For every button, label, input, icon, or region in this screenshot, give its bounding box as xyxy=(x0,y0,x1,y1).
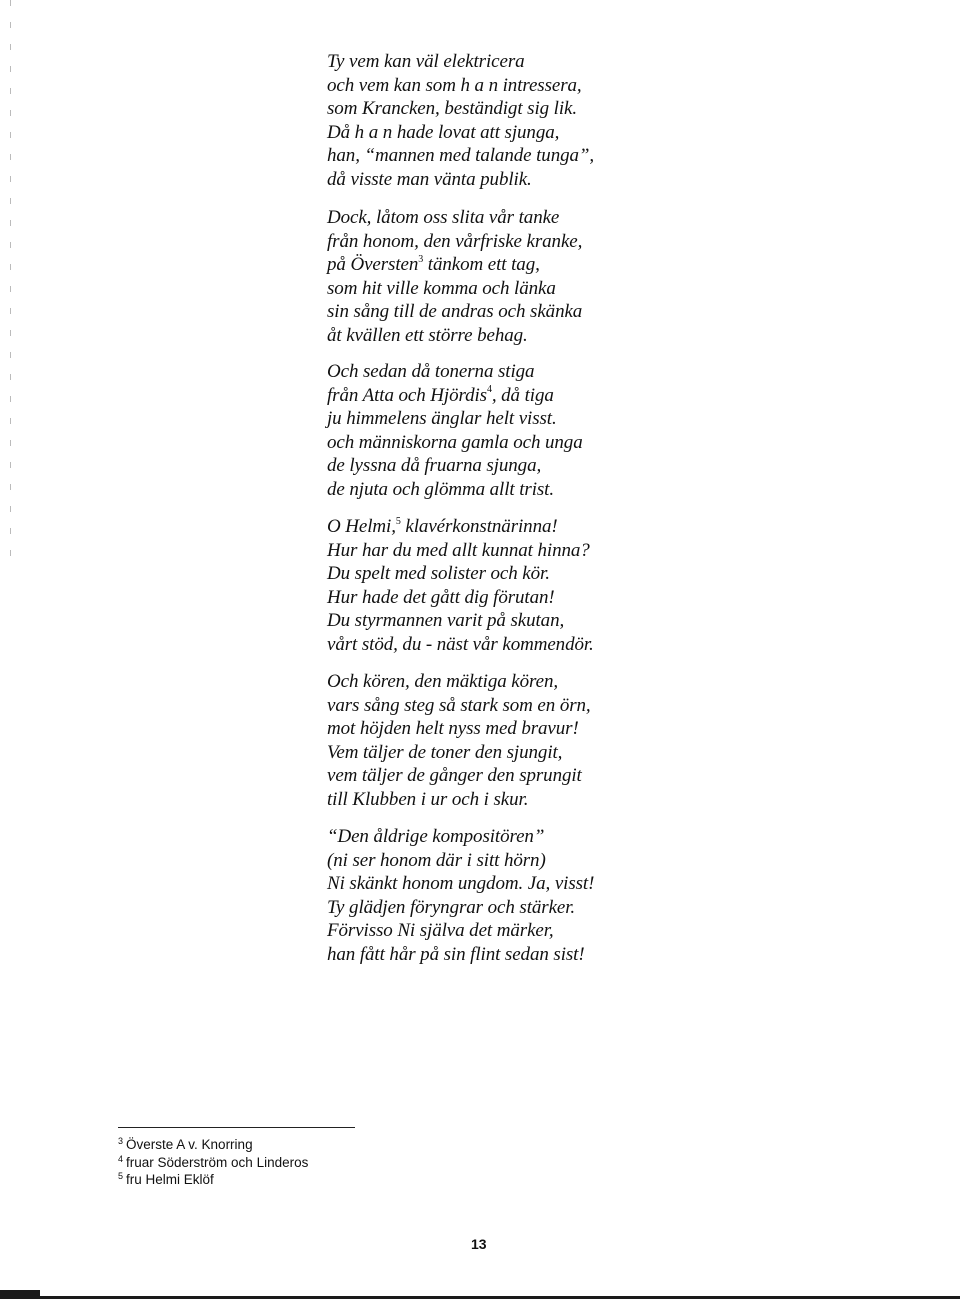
poem-line: Vem täljer de toner den sjungit, xyxy=(327,741,563,763)
scan-edge-line xyxy=(0,1296,960,1299)
poem-line: de lyssna då fruarna sjunga, xyxy=(327,455,542,476)
poem-line: Ty vem kan väl elektricera xyxy=(327,51,525,72)
poem-line: Ni skänkt honom ungdom. Ja, visst! xyxy=(327,873,595,894)
footnote-reference: 5 xyxy=(395,515,401,527)
footnote xyxy=(118,1172,308,1190)
poem-line: som Krancken, beständigt sig lik. xyxy=(327,98,578,119)
poem-stanza xyxy=(327,825,594,966)
poem-line-text-after: , då tiga xyxy=(491,384,554,406)
footnote-number: 5 xyxy=(118,1171,124,1181)
footnote-divider xyxy=(118,1127,355,1128)
poem-line: vårt stöd, du - näst vår kommendör. xyxy=(327,633,594,655)
poem-line: och människorna gamla och unga xyxy=(327,431,583,453)
poem-line: och vem kan som h a n intressera, xyxy=(327,74,582,96)
poem-stanza xyxy=(327,515,594,656)
poem-line: (ni ser honom där i sitt hörn) xyxy=(327,849,546,871)
scan-edge-mark xyxy=(10,0,11,560)
poem-line: “Den åldrige kompositören” xyxy=(327,826,545,847)
poem-line: till Klubben i ur och i skur. xyxy=(327,788,529,810)
page-number: 13 xyxy=(471,1236,487,1252)
footnote-text: fru Helmi Eklöf xyxy=(126,1172,214,1187)
footnote-reference: 3 xyxy=(418,253,424,265)
footnote-number: 4 xyxy=(118,1153,124,1164)
poem-line-text: O Helmi, xyxy=(327,516,396,537)
poem-line: vars sång steg så stark som en örn, xyxy=(327,694,591,716)
footnote xyxy=(118,1137,308,1155)
poem-line: Förvisso Ni själva det märker, xyxy=(327,920,554,941)
poem-line: Hur har du med allt kunnat hinna? xyxy=(327,539,590,561)
poem-line-text: från Atta och Hjördis xyxy=(327,384,487,406)
footnote-text: Överste A v. Knorring xyxy=(126,1137,253,1152)
poem-line: från honom, den vårfriske kranke, xyxy=(327,230,583,252)
poem-line xyxy=(327,515,594,539)
poem-line: vem täljer de gånger den sprungit xyxy=(327,765,582,786)
poem-line xyxy=(327,384,583,408)
poem-line: Du styrmannen varit på skutan, xyxy=(327,610,565,631)
footnotes xyxy=(118,1137,308,1190)
footnote-reference: 4 xyxy=(486,384,492,396)
poem-stanza xyxy=(327,670,591,811)
poem-line: ju himmelens änglar helt visst. xyxy=(327,408,557,429)
poem-line: som hit ville komma och länka xyxy=(327,277,556,299)
poem-line: mot höjden helt nyss med bravur! xyxy=(327,718,579,739)
poem-line: då visste man vänta publik. xyxy=(327,168,532,190)
poem-line: åt kvällen ett större behag. xyxy=(327,324,528,346)
footnote-text: fruar Söderström och Linderos xyxy=(126,1154,309,1170)
poem-line-text-after: tänkom ett tag, xyxy=(423,254,540,275)
poem-line: Och sedan då tonerna stiga xyxy=(327,361,535,382)
poem-line-text-after: klavérkonstnärinna! xyxy=(400,516,558,537)
poem-line: de njuta och glömma allt trist. xyxy=(327,478,555,500)
footnote-number: 3 xyxy=(118,1136,124,1146)
poem-line: han, “mannen med talande tunga”, xyxy=(327,145,595,166)
footnote xyxy=(118,1155,308,1173)
poem-line: han fått hår på sin flint sedan sist! xyxy=(327,943,585,965)
poem-stanza xyxy=(327,360,583,501)
poem-stanza xyxy=(327,50,594,191)
poem-line: Dock, låtom oss slita vår tanke xyxy=(327,207,560,228)
poem-stanza xyxy=(327,206,582,347)
poem-line: Hur hade det gått dig förutan! xyxy=(327,586,555,608)
poem-line: Du spelt med solister och kör. xyxy=(327,563,550,584)
poem-line: Då h a n hade lovat att sjunga, xyxy=(327,121,560,143)
poem-line: Ty glädjen föryngrar och stärker. xyxy=(327,896,576,918)
poem-line-text: på Översten xyxy=(327,254,419,275)
poem-line xyxy=(327,253,582,277)
poem-line: Och kören, den mäktiga kören, xyxy=(327,671,559,692)
poem-line: sin sång till de andras och skänka xyxy=(327,301,583,322)
